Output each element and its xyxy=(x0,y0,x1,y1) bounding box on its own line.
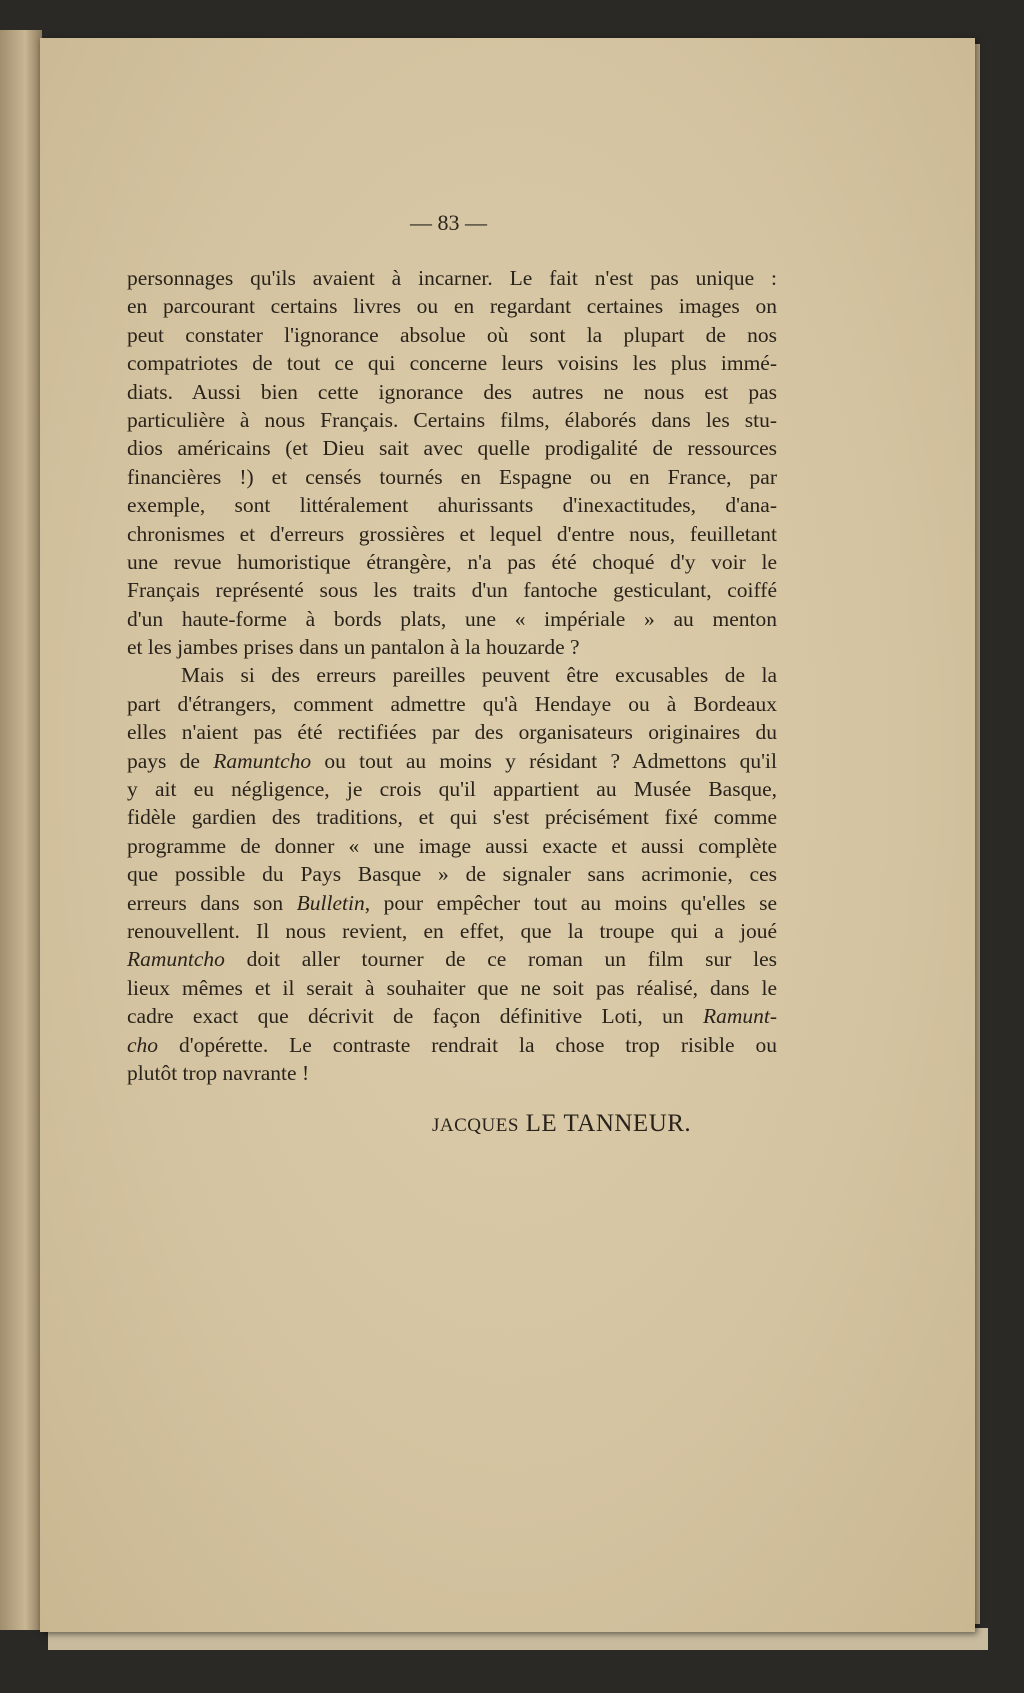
text-segment: exemple, sont littéralement ahurissants d'inexactitudes, d'ana- xyxy=(127,493,777,518)
text-segment: compatriotes de tout ce qui concerne leurs voisins les plus immé- xyxy=(127,351,777,376)
text-line xyxy=(127,406,777,434)
italic-title: Bulletin xyxy=(296,890,365,915)
text-line xyxy=(127,889,777,917)
text-segment: lieux mêmes et il serait à souhaiter que ne soit pas réalisé, dans le xyxy=(127,975,777,1000)
text-line xyxy=(127,349,777,377)
text-segment: Mais si des erreurs pareilles peuvent être excusables de la xyxy=(181,663,777,688)
text-segment: elles n'aient pas été rectifiées par des organisateurs originaires du xyxy=(127,720,777,745)
text-line xyxy=(127,860,777,888)
text-line xyxy=(127,1059,777,1087)
page-number: — 83 — xyxy=(410,210,487,235)
text-segment: d'opérette. Le contraste rendrait la chose trop risible ou xyxy=(158,1032,777,1057)
text-line xyxy=(127,548,777,576)
text-segment: une revue humoristique étrangère, n'a pas été choqué d'y voir le xyxy=(127,549,777,574)
text-line xyxy=(127,690,777,718)
italic-title: Ramuntcho xyxy=(127,947,225,972)
text-line xyxy=(127,1031,777,1059)
text-segment: que possible du Pays Basque » de signaler sans acrimonie, ces xyxy=(127,862,777,887)
text-line xyxy=(127,661,777,689)
text-segment: erreurs dans son xyxy=(127,890,297,915)
body-text xyxy=(127,264,777,1087)
text-segment: plutôt trop navrante ! xyxy=(127,1060,310,1085)
author-signature xyxy=(432,1110,691,1138)
text-line xyxy=(127,576,777,604)
text-segment: dios américains (et Dieu sait avec quelle prodigalité de ressources xyxy=(127,436,777,461)
text-segment: doit aller tourner de ce roman un film sur les xyxy=(224,947,777,972)
text-segment: financières !) et censés tournés en Espagne ou en France, par xyxy=(127,464,777,489)
text-line xyxy=(127,718,777,746)
text-segment: diats. Aussi bien cette ignorance des autres ne nous est pas xyxy=(127,379,777,404)
text-line xyxy=(127,321,777,349)
text-segment: part d'étrangers, comment admettre qu'à Hendaye ou à Bordeaux xyxy=(127,691,777,716)
text-line xyxy=(127,378,777,406)
text-line xyxy=(127,264,777,292)
italic-title: cho xyxy=(127,1032,159,1057)
text-line xyxy=(127,434,777,462)
text-segment: cadre exact que décrivit de façon définitive Loti, un xyxy=(127,1004,703,1029)
text-segment: d'un haute-forme à bords plats, une « impériale » au menton xyxy=(127,606,777,631)
text-line xyxy=(127,974,777,1002)
italic-title: Ramunt- xyxy=(702,1004,777,1029)
author-first-name: JACQUES xyxy=(432,1115,519,1136)
text-segment: peut constater l'ignorance absolue où sont la plupart de nos xyxy=(127,322,777,347)
text-segment: , pour empêcher tout au moins qu'elles se xyxy=(364,890,777,915)
text-line xyxy=(127,775,777,803)
text-line xyxy=(127,463,777,491)
text-segment: fidèle gardien des traditions, et qui s'est précisément fixé comme xyxy=(127,805,777,830)
text-line xyxy=(127,1002,777,1030)
author-last-name: LE TANNEUR. xyxy=(525,1110,692,1137)
text-line xyxy=(127,292,777,320)
text-line xyxy=(127,747,777,775)
text-segment: pays de xyxy=(127,748,214,773)
text-segment: programme de donner « une image aussi exacte et aussi complète xyxy=(127,833,777,858)
italic-title: Ramuntcho xyxy=(213,748,312,773)
text-segment: renouvellent. Il nous revient, en effet, que la troupe qui a joué xyxy=(127,918,777,943)
text-line xyxy=(127,832,777,860)
text-segment: particulière à nous Français. Certains films, élaborés dans les stu- xyxy=(127,407,777,432)
text-line xyxy=(127,491,777,519)
text-segment: et les jambes prises dans un pantalon à la houzarde ? xyxy=(127,635,580,660)
text-segment: y ait eu négligence, je crois qu'il appartient au Musée Basque, xyxy=(127,777,777,802)
text-segment: ou tout au moins y résidant ? Admettons qu'il xyxy=(311,748,777,773)
text-segment: Français représenté sous les traits d'un fantoche gesticulant, coiffé xyxy=(127,578,777,603)
text-line xyxy=(127,803,777,831)
text-line xyxy=(127,605,777,633)
text-line xyxy=(127,945,777,973)
text-segment: en parcourant certains livres ou en regardant certaines images on xyxy=(127,294,777,319)
text-line xyxy=(127,520,777,548)
text-line xyxy=(127,917,777,945)
text-line xyxy=(127,633,777,661)
facing-page-edge xyxy=(0,30,42,1630)
text-segment: personnages qu'ils avaient à incarner. Le fait n'est pas unique : xyxy=(127,266,777,290)
text-segment: chronismes et d'erreurs grossières et lequel d'entre nous, feuilletant xyxy=(127,521,777,546)
